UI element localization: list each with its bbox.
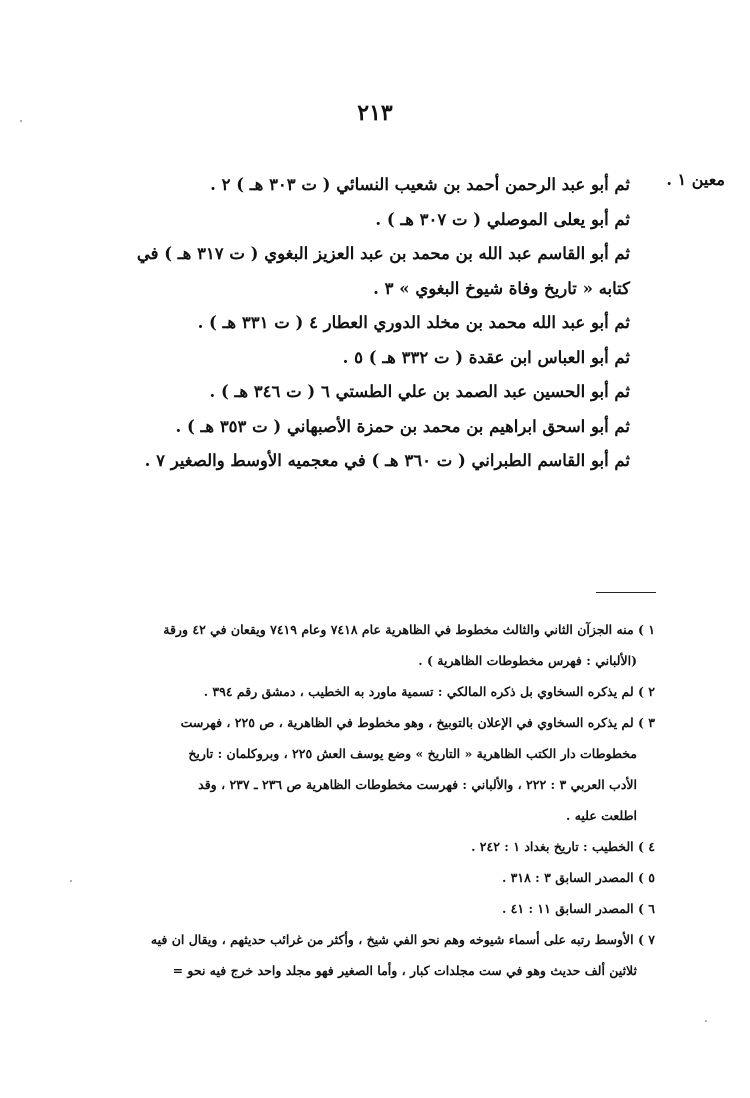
main-line: ثم أبو الحسين عبد الصمد بن علي الطستي ٦ ( ت ٣٤٦ هـ ) .	[209, 382, 630, 401]
footnote-line: ١ ) منه الجزآن الثاني والثالث مخطوط في الظاهرية عام ٧٤١٨ وعام ٧٤١٩ ويقعان في ٤٢ ورقة	[163, 622, 655, 637]
footnote-line: الأدب العربي ٣ : ٢٢٢ ، والألباني : فهرست مخطوطات الظاهرية ص ٢٣٦ ـ ٢٣٧ ، وقد	[198, 777, 637, 792]
footnote-line: ٣ ) لم يذكره السخاوي في الإعلان بالتوبيخ ، وهو مخطوط في الظاهرية ، ص ٢٢٥ ، فهرست	[180, 715, 655, 730]
main-text	[70, 168, 630, 479]
footnote-line: ٢ ) لم يذكره السخاوي بل ذكره المالكي : تسمية ماورد به الخطيب ، دمشق رقم ٣٩٤ .	[203, 684, 655, 699]
footnote-separator	[596, 592, 656, 593]
scan-speck	[705, 1020, 707, 1022]
footnote-line: ٧ ) الأوسط رتبه على أسماء شيوخه وهم نحو الفي شيخ ، وأكثر من غرائب حديثهم ، ويقال ان فيه	[150, 932, 655, 947]
scan-speck	[20, 120, 22, 122]
footnote-line: ٤ ) الخطيب : تاريخ بغداد ١ : ٢٤٢ .	[471, 839, 655, 854]
page-number: ٢١٣	[357, 100, 393, 126]
main-line: ثم أبو العباس ابن عقدة ( ت ٣٣٢ هـ ) ٥ .	[342, 347, 630, 367]
footnote-line: ٥ ) المصدر السابق ٣ : ٣١٨ .	[501, 870, 655, 885]
footnote-line: ثلاثين ألف حديث وهو في ست مجلدات كبار ، وأما الصغير فهو مجلد واحد خرج فيه نحو =	[172, 963, 637, 978]
intro-line: معين ١ .	[666, 170, 725, 189]
footnote-line: اطلعت عليه .	[566, 808, 637, 823]
main-line: كتابه « تاريخ وفاة شيوخ البغوي » ٣ .	[373, 278, 630, 298]
footnote-line: مخطوطات دار الكتب الظاهرية « التاريخ » وضع يوسف العش ٢٢٥ ، وبروكلمان : تاريخ	[188, 746, 637, 761]
main-line: ثم أبو يعلى الموصلي ( ت ٣٠٧ هـ ) .	[375, 209, 630, 229]
footnote-line: (الألباني : فهرس مخطوطات الظاهرية ) .	[418, 653, 637, 668]
main-line: ثم أبو القاسم الطبراني ( ت ٣٦٠ هـ ) في معجميه الأوسط والصغير ٧ .	[144, 451, 630, 470]
footnotes	[95, 614, 655, 986]
main-line: ثم أبو عبد الرحمن أحمد بن شعيب النسائي ( ت ٣٠٣ هـ ) ٢ .	[210, 175, 630, 194]
footnote-line: ٦ ) المصدر السابق ١١ : ٤١ .	[501, 901, 655, 916]
main-line: ثم أبو القاسم عبد الله بن محمد بن عبد العزيز البغوي ( ت ٣١٧ هـ ) في	[136, 244, 630, 263]
main-line: ثم أبو عبد الله محمد بن مخلد الدوري العطار ٤ ( ت ٣٣١ هـ ) .	[197, 313, 630, 332]
main-line: ثم أبو اسحق ابراهيم بن محمد بن حمزة الأصبهاني ( ت ٣٥٣ هـ ) .	[175, 416, 630, 436]
scan-speck	[70, 880, 72, 882]
